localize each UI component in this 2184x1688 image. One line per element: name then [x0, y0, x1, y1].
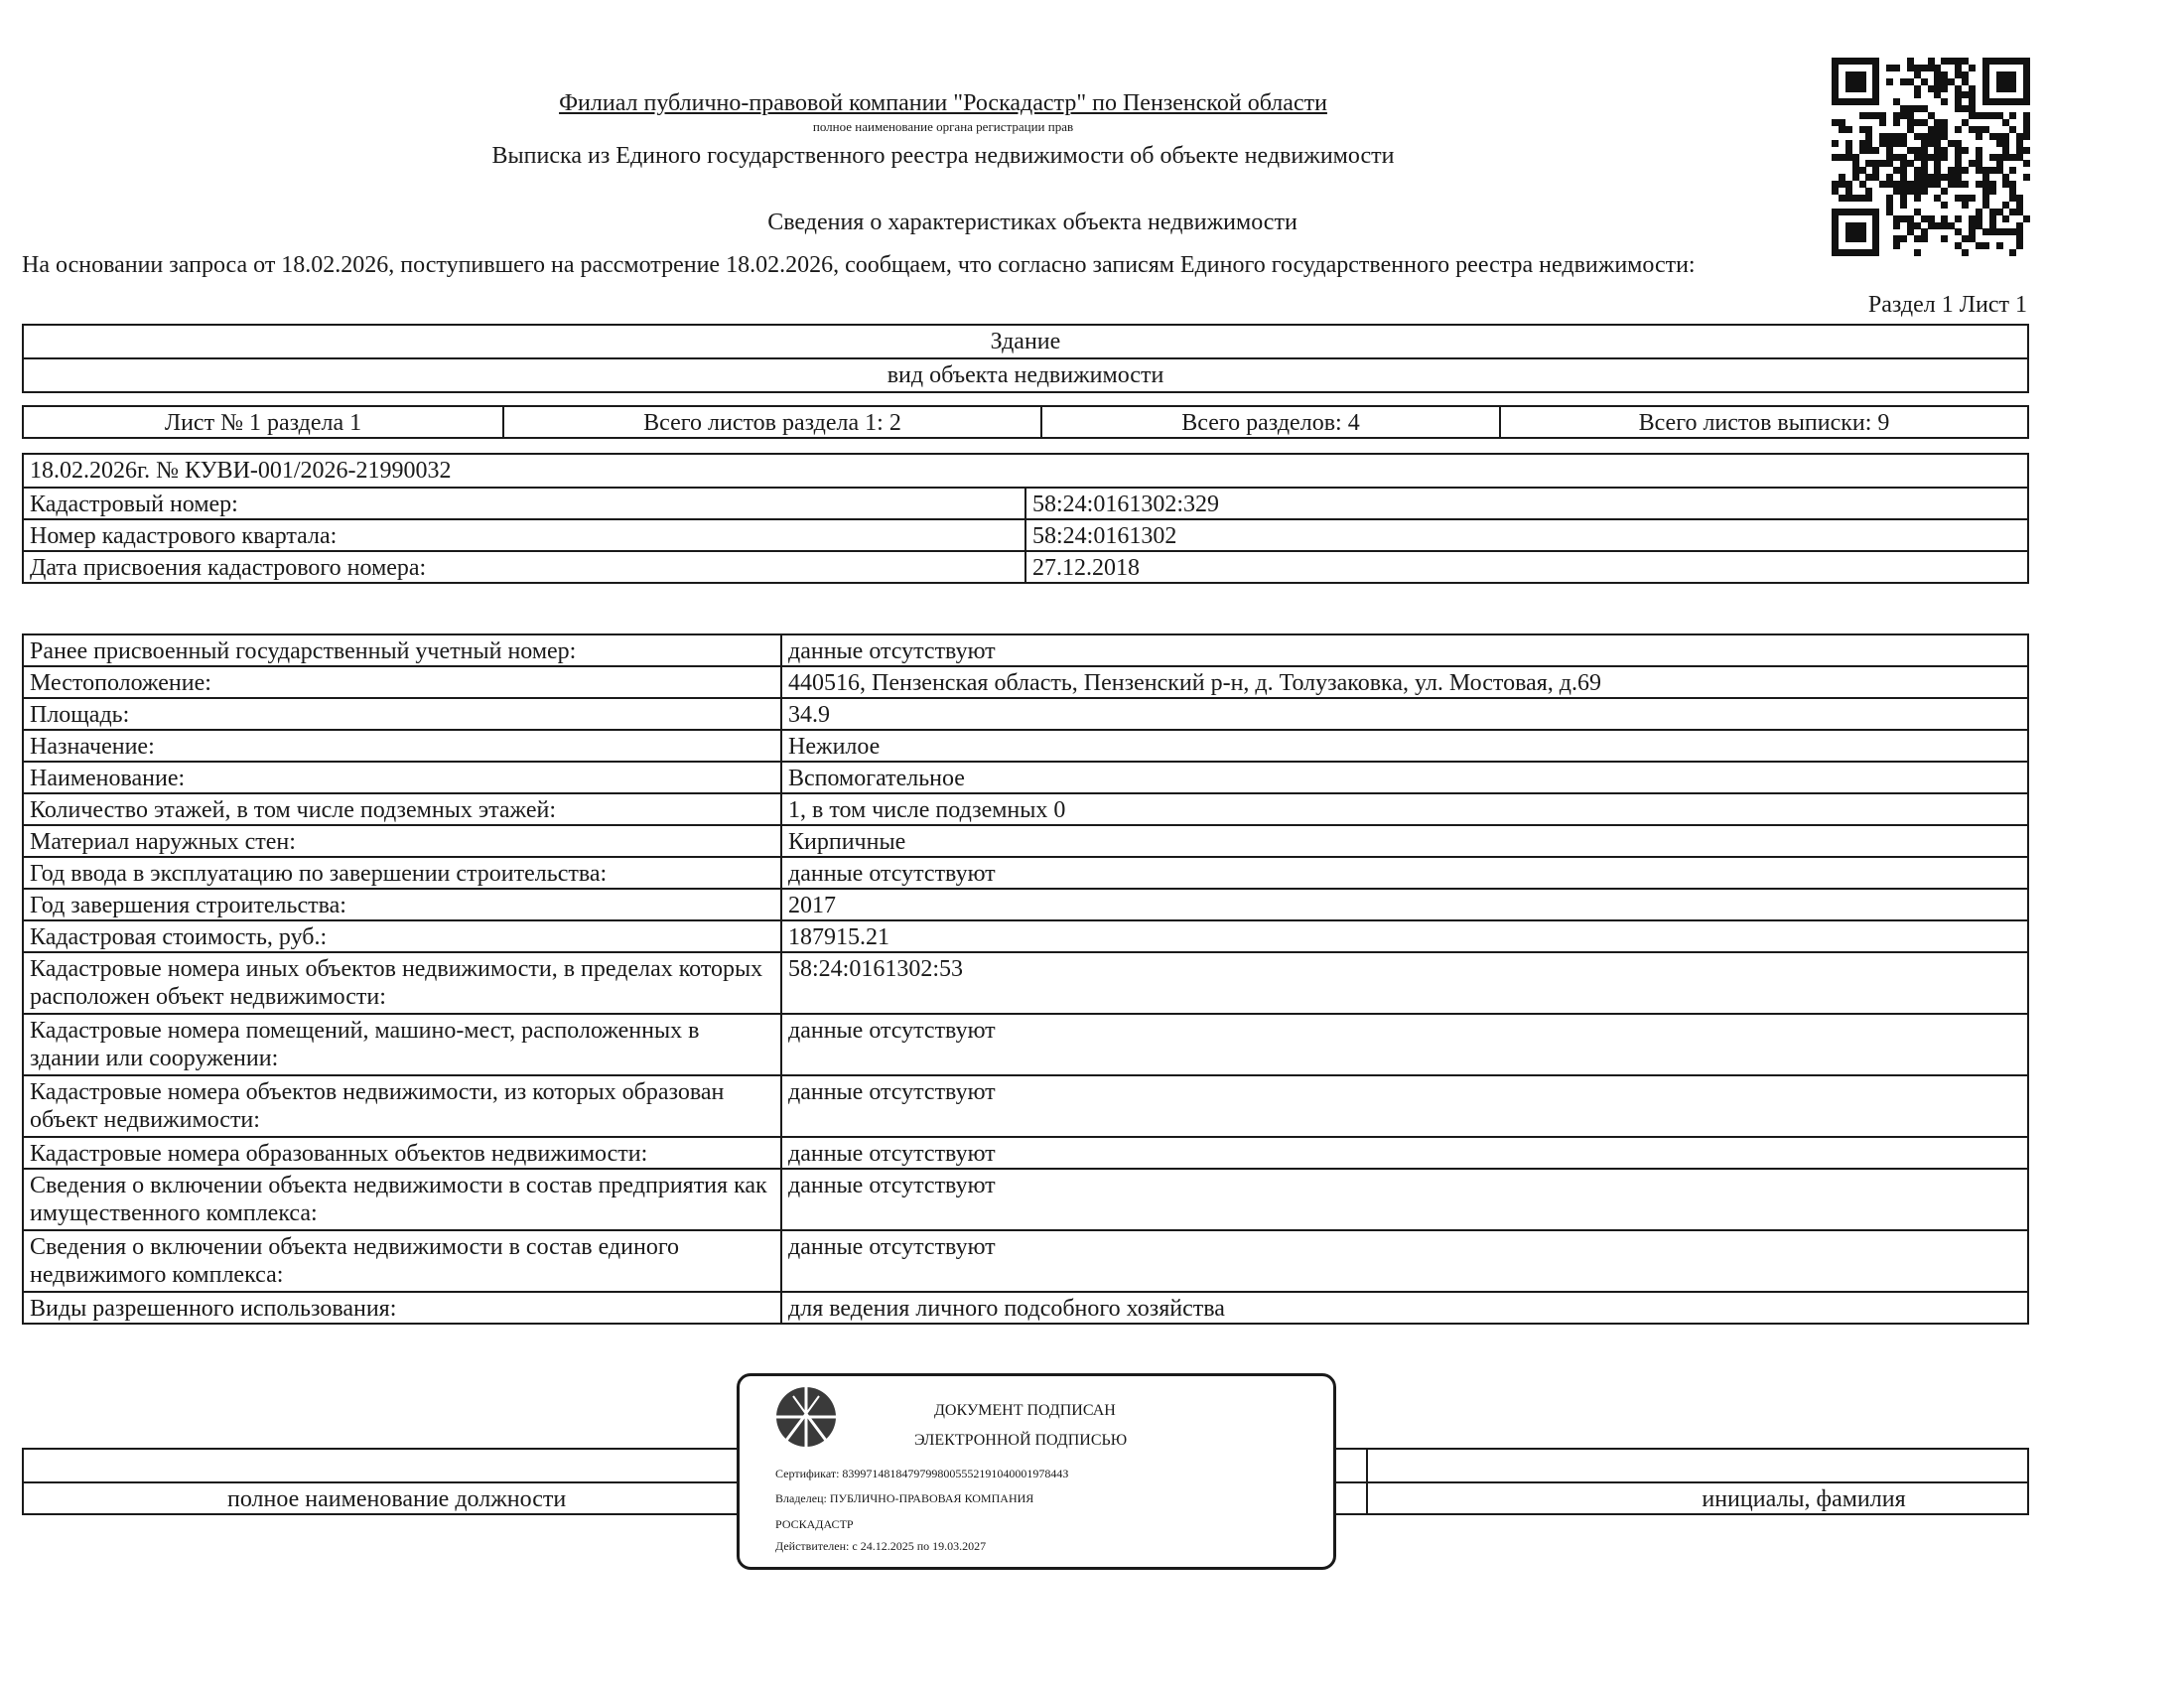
- organization-caption: полное наименование органа регистрации прав: [812, 119, 1074, 134]
- qr-module: [1832, 140, 1839, 147]
- table-row: [23, 488, 2028, 519]
- qr-module: [1962, 202, 1969, 209]
- row-value: 58:24:0161302:329: [1025, 488, 2028, 519]
- qr-module: [1893, 119, 1900, 126]
- table-row: [23, 551, 2028, 583]
- row-label: Кадастровые номера помещений, машино-мест, расположенных в здании или сооружении:: [23, 1014, 781, 1075]
- qr-module: [2016, 242, 2023, 249]
- qr-module: [1962, 147, 1969, 154]
- qr-module: [2002, 215, 2009, 222]
- qr-module: [2023, 133, 2030, 140]
- row-value: данные отсутствуют: [781, 1075, 2028, 1137]
- qr-module: [1865, 195, 1872, 202]
- qr-module: [1962, 249, 1969, 256]
- row-label: Год ввода в эксплуатацию по завершении строительства:: [23, 857, 781, 889]
- stamp-line1: ДОКУМЕНТ ПОДПИСАН: [934, 1402, 1116, 1419]
- emblem-icon: [773, 1384, 839, 1450]
- row-label: Кадастровые номера иных объектов недвижимости, в пределах которых расположен объект недвижимости:: [23, 952, 781, 1014]
- row-label: Назначение:: [23, 730, 781, 762]
- position-caption: полное наименование должности: [23, 1482, 1367, 1514]
- qr-module: [2009, 112, 2016, 119]
- qr-module: [1941, 202, 1948, 209]
- row-value: 34.9: [781, 698, 2028, 730]
- qr-module: [1962, 181, 1969, 188]
- qr-module: [1900, 202, 1907, 209]
- qr-module: [1969, 65, 1976, 71]
- name-caption: инициалы, фамилия: [1367, 1482, 2028, 1514]
- total-sheets-section: Всего листов раздела 1: 2: [503, 406, 1041, 438]
- table-row: [23, 952, 2028, 1014]
- total-sheets-extract: Всего листов выписки: 9: [1500, 406, 2028, 438]
- document-title: Выписка из Единого государственного реестра недвижимости об объекте недвижимости: [491, 143, 1395, 169]
- row-value: 27.12.2018: [1025, 551, 2028, 583]
- row-value: 1, в том числе подземных 0: [781, 793, 2028, 825]
- qr-module: [1845, 126, 1852, 133]
- row-value: Кирпичные: [781, 825, 2028, 857]
- row-value: данные отсутствуют: [781, 857, 2028, 889]
- table-row: [23, 634, 2028, 666]
- total-sections: Всего разделов: 4: [1041, 406, 1500, 438]
- stamp-certificate: Сертификат: 8399714818479799800555219104000197844З: [775, 1467, 1069, 1480]
- row-label: Сведения о включении объекта недвижимости в состав единого недвижимого комплекса:: [23, 1230, 781, 1292]
- table-row: [23, 1169, 2028, 1230]
- row-label: Ранее присвоенный государственный учетный номер:: [23, 634, 781, 666]
- qr-module: [1955, 215, 1962, 222]
- table-row: [23, 1137, 2028, 1169]
- qr-module: [1921, 188, 1928, 195]
- table-row: [23, 857, 2028, 889]
- row-label: Номер кадастрового квартала:: [23, 519, 1025, 551]
- row-value: данные отсутствуют: [781, 1137, 2028, 1169]
- row-label: Кадастровая стоимость, руб.:: [23, 920, 781, 952]
- qr-module: [1872, 98, 1879, 105]
- qr-module: [1886, 78, 1893, 85]
- table-row: [23, 698, 2028, 730]
- stamp-owner2: РОСКАДАСТР: [775, 1517, 854, 1531]
- qr-module: [1921, 235, 1928, 242]
- organization-name: Филиал публично-правовой компании "Роскадастр" по Пензенской области: [559, 90, 1327, 116]
- row-value: 440516, Пензенская область, Пензенский р-н, д. Толузаковка, ул. Мостовая, д.69: [781, 666, 2028, 698]
- qr-module: [2023, 174, 2030, 181]
- qr-module: [2023, 98, 2030, 105]
- row-value: данные отсутствуют: [781, 1230, 2028, 1292]
- name-field: [1367, 1449, 2028, 1482]
- cadastral-table: [22, 453, 2029, 584]
- row-value: для ведения личного подсобного хозяйства: [781, 1292, 2028, 1324]
- qr-module: [1941, 98, 1948, 105]
- table-row: [23, 666, 2028, 698]
- request-text: На основании запроса от 18.02.2026, поступившего на рассмотрение 18.02.2026, сообщаем, что согласно записям Единого государственного реестра недвижимости:: [22, 252, 1696, 278]
- qr-module: [1996, 242, 2003, 249]
- row-label: Год завершения строительства:: [23, 889, 781, 920]
- sheet-number: Лист № 1 раздела 1: [23, 406, 503, 438]
- row-value: 187915.21: [781, 920, 2028, 952]
- table-row: [23, 1292, 2028, 1324]
- qr-module: [1859, 85, 1866, 92]
- table-row: [23, 793, 2028, 825]
- qr-module: [1941, 85, 1948, 92]
- row-value: данные отсутствуют: [781, 1169, 2028, 1230]
- row-value: Вспомогательное: [781, 762, 2028, 793]
- object-type: Здание: [23, 325, 2028, 358]
- row-label: Сведения о включении объекта недвижимости в состав предприятия как имущественного комплекса:: [23, 1169, 781, 1230]
- qr-module: [1914, 91, 1921, 98]
- qr-module: [1893, 222, 1900, 229]
- qr-module: [1859, 235, 1866, 242]
- row-value: данные отсутствуют: [781, 1014, 2028, 1075]
- request-number: 18.02.2026г. № КУВИ-001/2026-21990032: [23, 454, 2028, 488]
- sheet-reference: Раздел 1 Лист 1: [1867, 292, 2027, 318]
- qr-module: [1900, 235, 1907, 242]
- qr-module: [1941, 235, 1948, 242]
- row-label: Кадастровые номера образованных объектов недвижимости:: [23, 1137, 781, 1169]
- qr-module: [1879, 119, 1886, 126]
- table-row: [23, 825, 2028, 857]
- row-label: Количество этажей, в том числе подземных этажей:: [23, 793, 781, 825]
- object-type-table: [22, 324, 2029, 393]
- qr-module: [1976, 133, 1982, 140]
- table-row: [23, 1014, 2028, 1075]
- table-row: [23, 762, 2028, 793]
- qr-module: [1941, 188, 1948, 195]
- qr-module: [2009, 249, 2016, 256]
- electronic-signature-stamp: [737, 1373, 1336, 1570]
- row-label: Дата присвоения кадастрового номера:: [23, 551, 1025, 583]
- row-label: Виды разрешенного использования:: [23, 1292, 781, 1324]
- characteristics-table: [22, 633, 2029, 1325]
- row-value: данные отсутствуют: [781, 634, 2028, 666]
- qr-module: [1982, 242, 1989, 249]
- row-label: Кадастровый номер:: [23, 488, 1025, 519]
- row-label: Кадастровые номера объектов недвижимости, из которых образован объект недвижимости:: [23, 1075, 781, 1137]
- table-row: [23, 1075, 2028, 1137]
- qr-module: [1872, 147, 1879, 154]
- table-row: [23, 889, 2028, 920]
- qr-module: [1872, 249, 1879, 256]
- qr-module: [1941, 154, 1948, 161]
- table-row: [23, 920, 2028, 952]
- row-value: 58:24:0161302:53: [781, 952, 2028, 1014]
- object-type-caption: вид объекта недвижимости: [23, 358, 2028, 392]
- qr-module: [2023, 215, 2030, 222]
- stamp-owner: Владелец: ПУБЛИЧНО-ПРАВОВАЯ КОМПАНИЯ: [775, 1491, 1034, 1505]
- section-title: Сведения о характеристиках объекта недвижимости: [767, 210, 1297, 235]
- row-value: 58:24:0161302: [1025, 519, 2028, 551]
- sheets-table: [22, 405, 2029, 439]
- row-value: 2017: [781, 889, 2028, 920]
- qr-module: [1914, 249, 1921, 256]
- qr-module: [1955, 126, 1962, 133]
- stamp-valid: Действителен: с 24.12.2025 по 19.03.2027: [775, 1539, 987, 1553]
- row-label: Материал наружных стен:: [23, 825, 781, 857]
- table-row: [23, 730, 2028, 762]
- qr-module: [1969, 195, 1976, 202]
- qr-module: [2009, 85, 2016, 92]
- qr-module: [1893, 65, 1900, 71]
- qr-module: [1914, 195, 1921, 202]
- qr-module: [2009, 167, 2016, 174]
- row-label: Наименование:: [23, 762, 781, 793]
- row-label: Площадь:: [23, 698, 781, 730]
- qr-module: [1893, 242, 1900, 249]
- qr-module: [1962, 167, 1969, 174]
- qr-module: [1989, 188, 1996, 195]
- row-label: Местоположение:: [23, 666, 781, 698]
- row-value: Нежилое: [781, 730, 2028, 762]
- qr-module: [2023, 160, 2030, 167]
- table-row: [23, 519, 2028, 551]
- stamp-line2: ЭЛЕКТРОННОЙ ПОДПИСЬЮ: [914, 1432, 1128, 1449]
- qr-code: [1832, 58, 2030, 256]
- table-row: [23, 1230, 2028, 1292]
- qr-module: [2023, 147, 2030, 154]
